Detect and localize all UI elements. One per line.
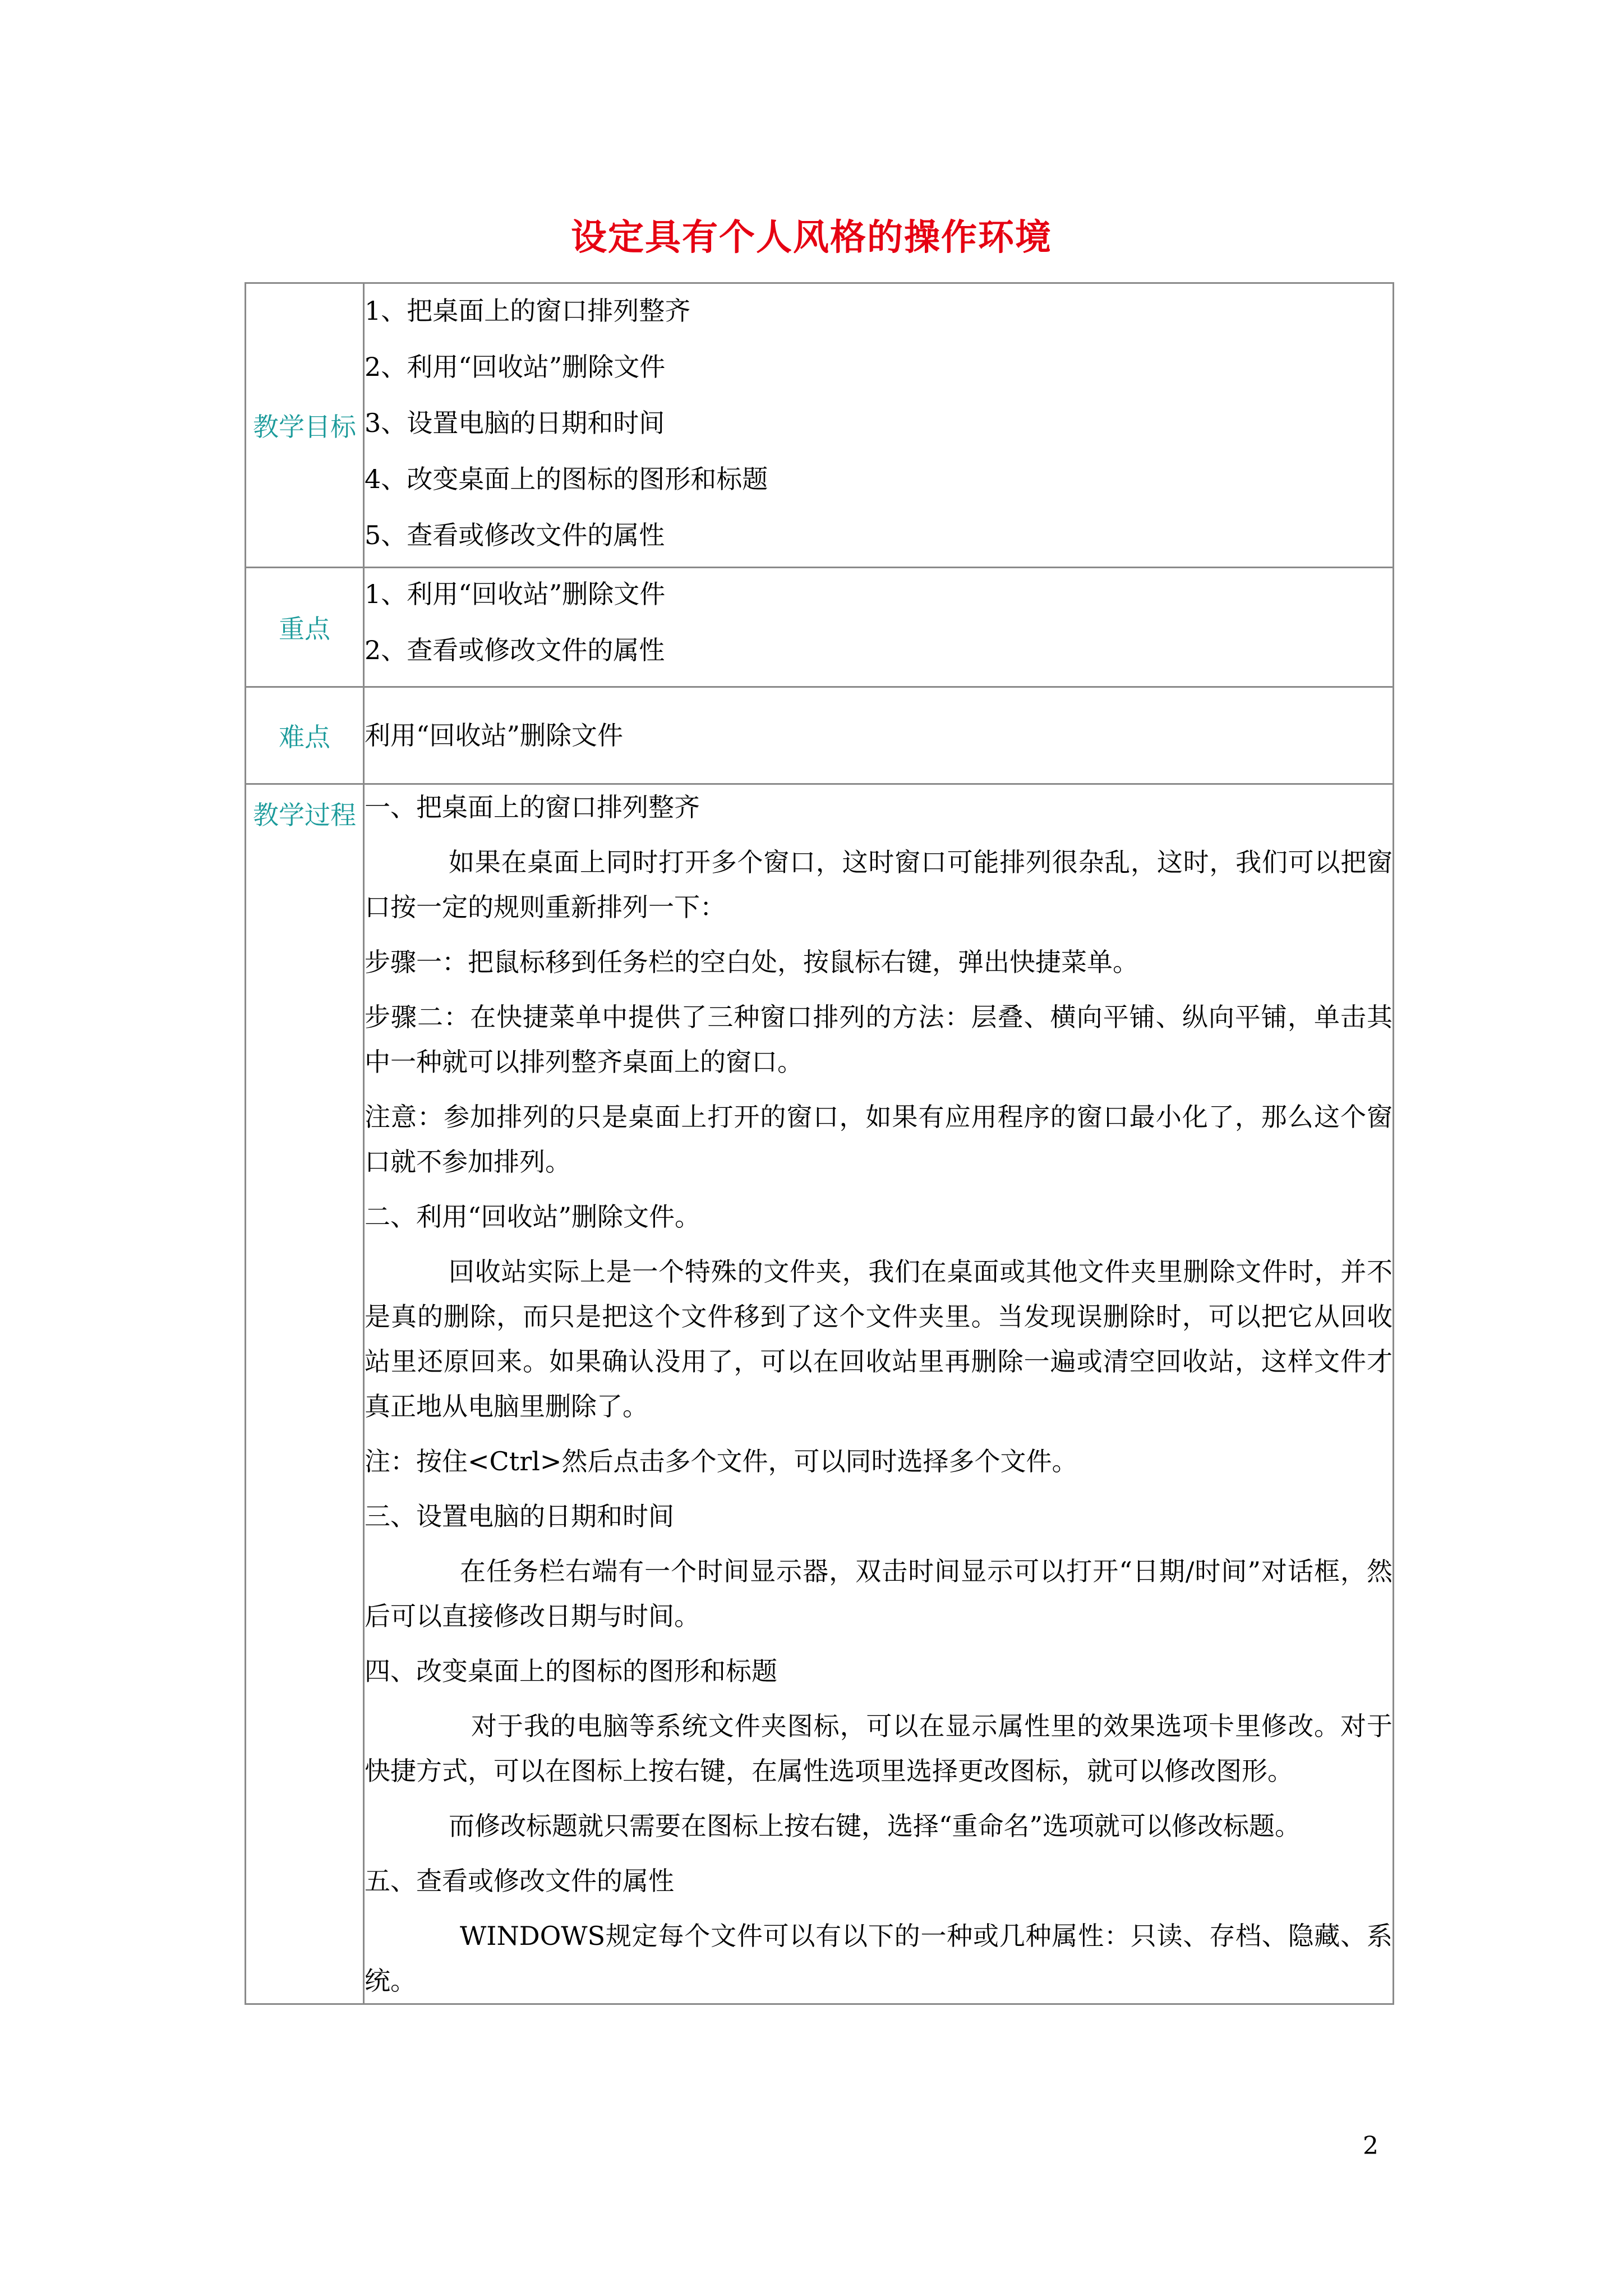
difficulty-row [246,687,1394,784]
page-number: 2 [1363,2132,1378,2160]
objective-item: 5、查看或修改文件的属性 [365,520,665,550]
paragraph: 注意：参加排列的只是桌面上打开的窗口，如果有应用程序的窗口最小化了，那么这个窗口就不参加排列。 [365,1102,1393,1177]
process-label-text: 教学过程 [253,800,356,830]
process-label [246,784,364,2004]
objectives-label-text: 教学目标 [253,412,356,442]
key-point-item: 2、查看或修改文件的属性 [365,635,665,665]
key-point-item: 1、利用“回收站”删除文件 [365,579,666,609]
process-row [246,784,1394,2004]
key-points-row [246,568,1394,687]
section-heading: 四、改变桌面上的图标的图形和标题 [365,1656,777,1686]
section-heading: 五、查看或修改文件的属性 [365,1866,674,1896]
section-heading: 三、设置电脑的日期和时间 [365,1501,674,1531]
objectives-content [364,283,1394,568]
paragraph: 而修改标题就只需要在图标上按右键，选择“重命名”选项就可以修改标题。 [449,1811,1301,1841]
objective-item: 2、利用“回收站”删除文件 [365,352,666,382]
lesson-plan-table [245,282,1394,2005]
difficulty-content [364,687,1394,784]
objectives-row [246,283,1394,568]
paragraph: 步骤一：把鼠标移到任务栏的空白处，按鼠标右键，弹出快捷菜单。 [365,947,1138,977]
difficulty-label [246,687,364,784]
objectives-label [246,283,364,568]
objective-item: 1、把桌面上的窗口排列整齐 [365,296,691,326]
paragraph: 对于我的电脑等系统文件夹图标，可以在显示属性里的效果选项卡里修改。对于快捷方式，可以在图标上按右键，在属性选项里选择更改图标，就可以修改图形。 [365,1711,1393,1786]
document-title: 设定具有个人风格的操作环境 [571,217,1052,259]
difficulty-text: 利用“回收站”删除文件 [365,720,624,751]
key-points-label [246,568,364,687]
section-heading: 一、把桌面上的窗口排列整齐 [365,792,700,822]
objective-item: 3、设置电脑的日期和时间 [365,408,665,438]
paragraph: 注：按住<Ctrl>然后点击多个文件，可以同时选择多个文件。 [365,1446,1078,1476]
paragraph: 步骤二：在快捷菜单中提供了三种窗口排列的方法：层叠、横向平铺、纵向平铺，单击其中一种就可以排列整齐桌面上的窗口。 [365,1002,1393,1077]
objective-item: 4、改变桌面上的图标的图形和标题 [365,464,768,494]
difficulty-label-text: 难点 [279,722,330,752]
process-content [364,784,1394,2004]
section-heading: 二、利用“回收站”删除文件。 [365,1202,701,1232]
key-points-label-text: 重点 [279,614,330,644]
paragraph: 在任务栏右端有一个时间显示器，双击时间显示可以打开“日期/时间”对话框，然后可以直接修改日期与时间。 [365,1556,1393,1631]
paragraph: 如果在桌面上同时打开多个窗口，这时窗口可能排列很杂乱，这时，我们可以把窗口按一定的规则重新排列一下： [365,847,1393,922]
paragraph: 回收站实际上是一个特殊的文件夹，我们在桌面或其他文件夹里删除文件时，并不是真的删除，而只是把这个文件移到了这个文件夹里。当发现误删除时，可以把它从回收站里还原回来。如果确认没用了，可以在回收站里再删除一遍或清空回收站，这样文件才真正地从电脑里删除了。 [365,1257,1393,1421]
key-points-content [364,568,1394,687]
paragraph: WINDOWS规定每个文件可以有以下的一种或几种属性：只读、存档、隐藏、系统。 [365,1921,1393,1996]
